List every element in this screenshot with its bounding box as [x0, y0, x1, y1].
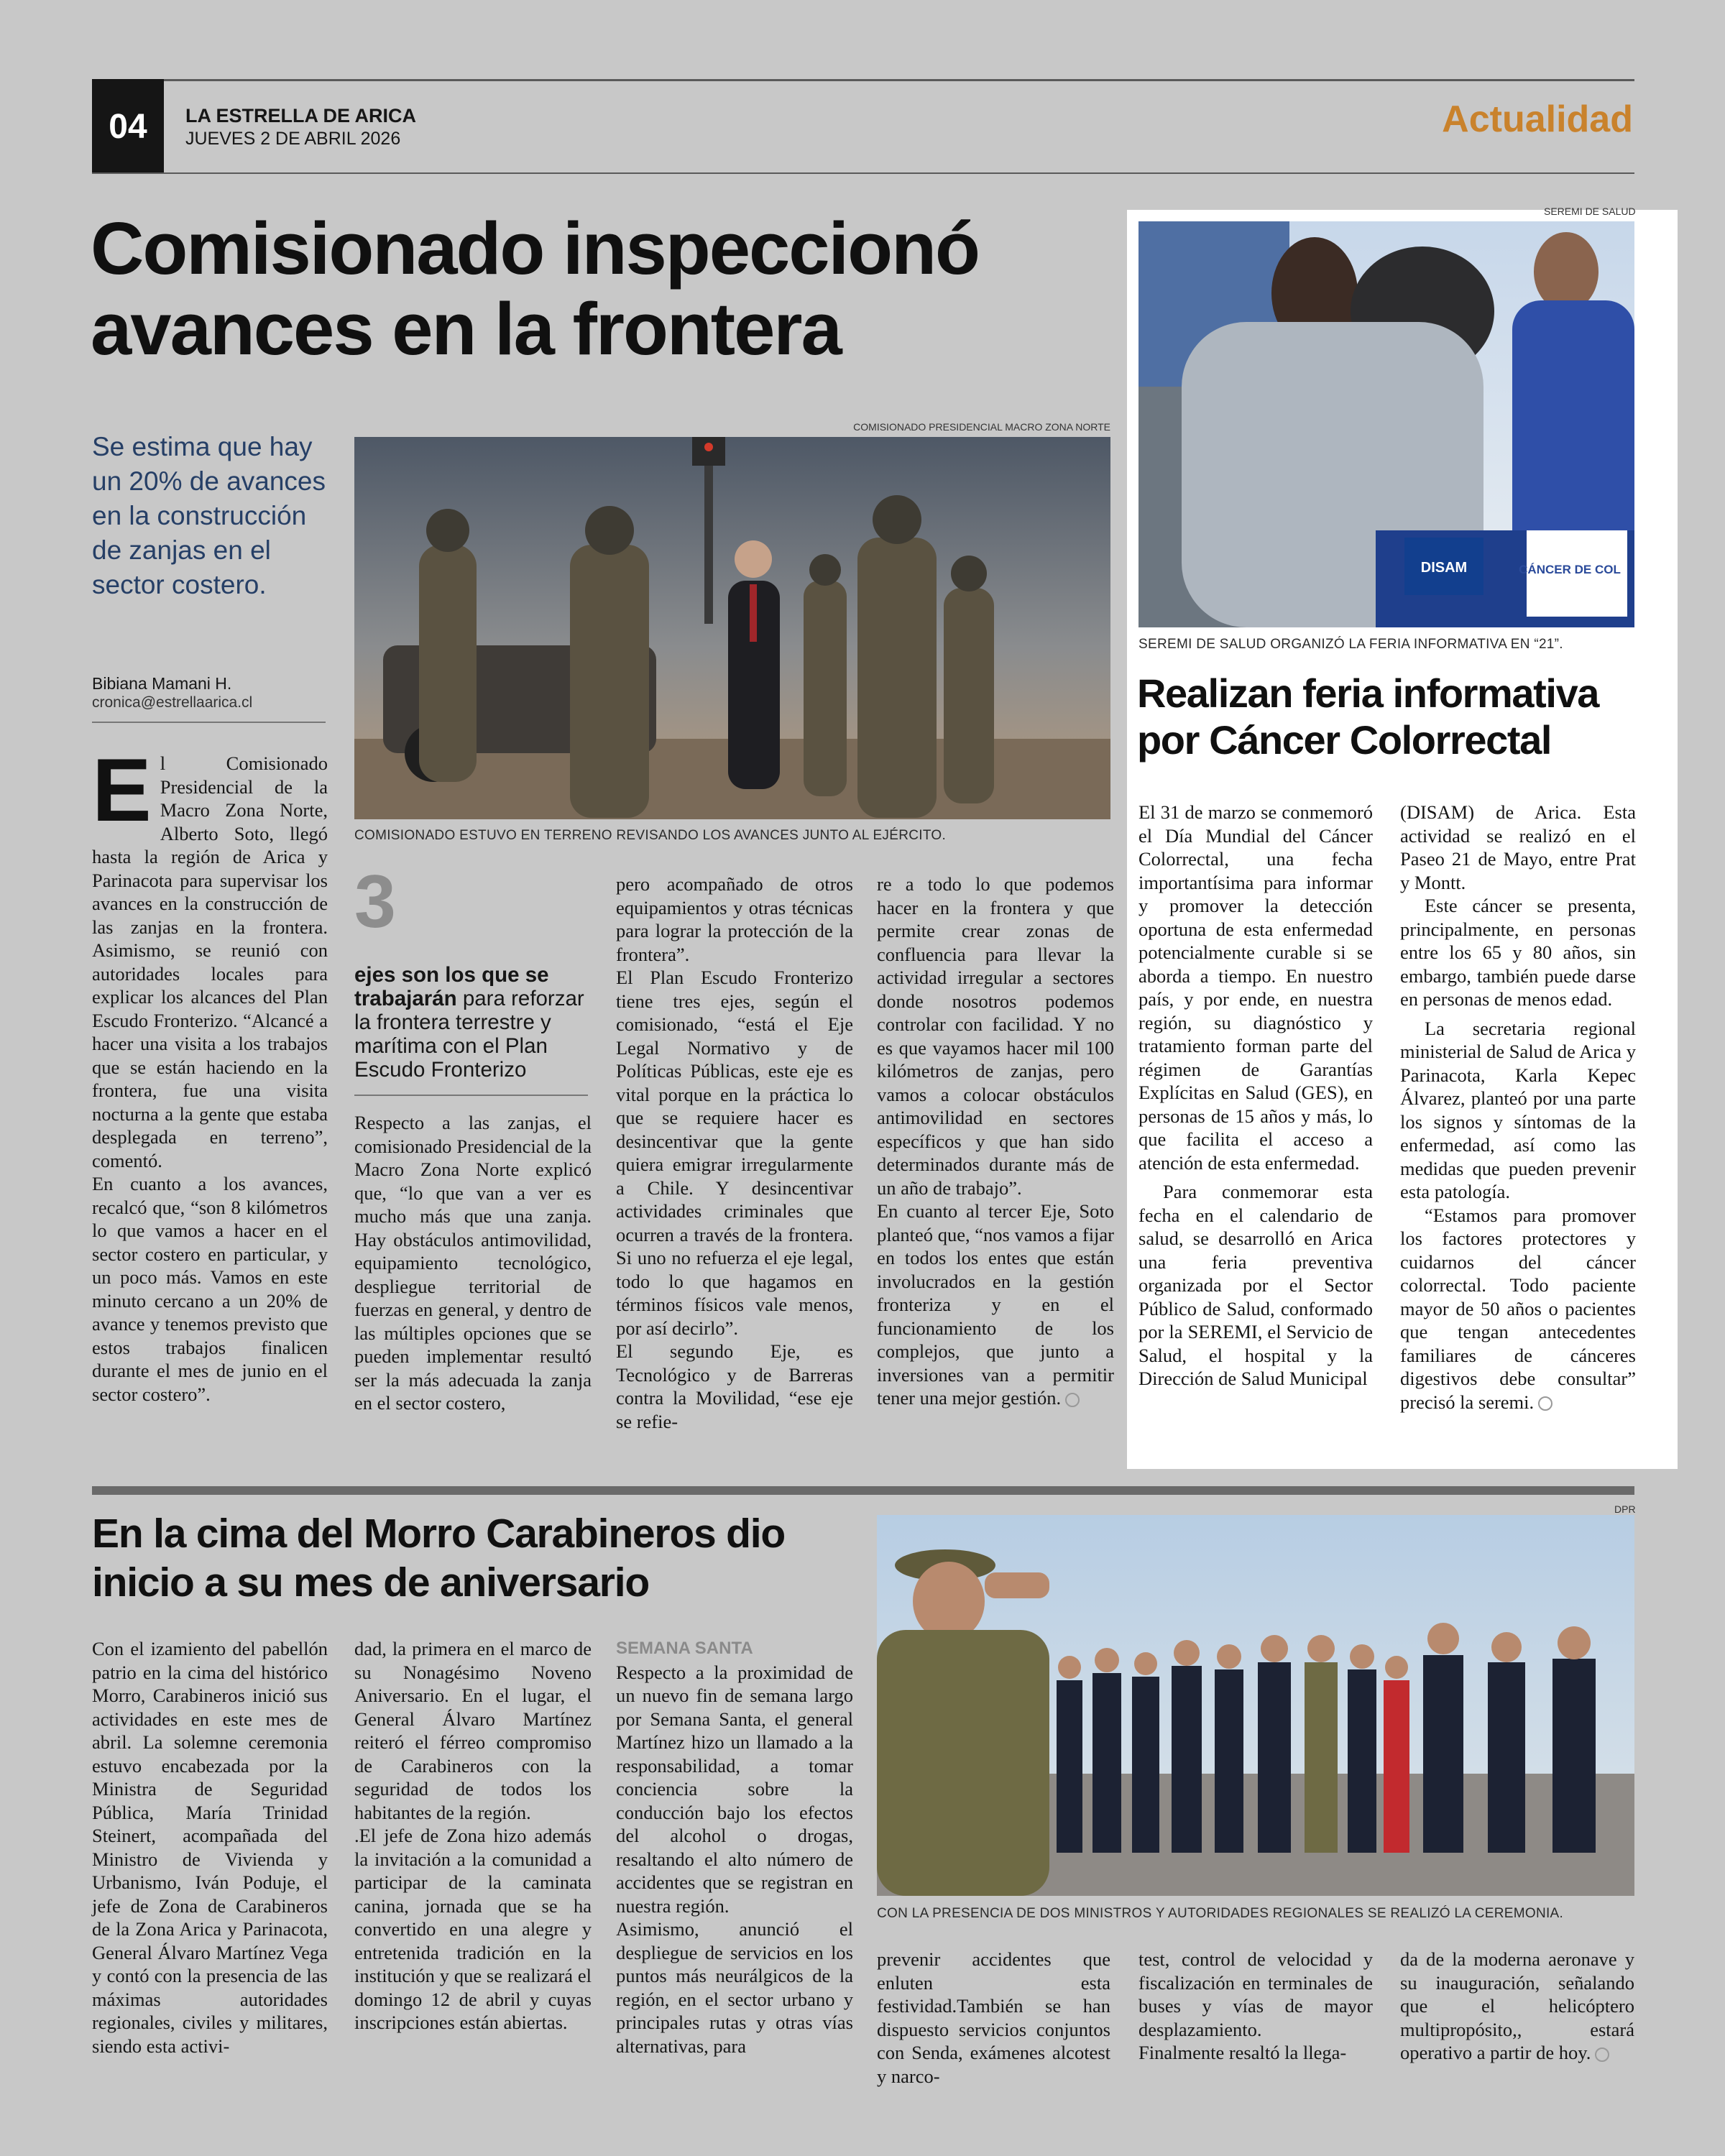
article3-headline-line1: En la cima del Morro Carabineros dio	[92, 1511, 786, 1557]
article2-headline	[1137, 670, 1640, 763]
top-rule	[92, 79, 1634, 81]
article3-col5-p2: Finalmente resaltó la llega-	[1138, 2042, 1347, 2063]
article3-column-2	[354, 1637, 592, 2035]
article3-column-6	[1400, 1948, 1634, 2065]
factbox-bold: ejes son los que se trabajarán	[354, 963, 549, 1010]
article1-deck: Se estima que hay un 20% de avances en la construcción de zanjas en el sector costero.	[92, 432, 326, 599]
article3-headline	[92, 1509, 875, 1607]
article1-column-1	[92, 741, 328, 1406]
article3-photo-caption: CON LA PRESENCIA DE DOS MINISTROS Y AUTORIDADES REGIONALES SE REALIZÓ LA CEREMONIA.	[877, 1906, 1564, 1921]
end-mark-icon	[1065, 1393, 1080, 1407]
end-mark-icon	[1595, 2047, 1609, 2062]
article2-photo-credit: SEREMI DE SALUD	[1544, 206, 1636, 217]
masthead-bottom-rule	[92, 172, 1634, 174]
article2-headline-line2: por Cáncer Colorrectal	[1137, 717, 1552, 763]
issue-date: JUEVES 2 DE ABRIL 2026	[185, 129, 401, 149]
article1-col3-p2: El Plan Escudo Fronterizo tiene tres ejes, según el comisionado, “está el Eje Legal Normativo y de Políticas Públicas, este eje es vital porque en la práctica lo que se requiere hacer es desincentivar que la gente quiera emigrar irregularmente a Chile. Y desincentivar actividades criminales que ocurren a través de la frontera. Si uno no refuerza el eje legal, todo lo que hagamos en términos físicos vale menos, por así decirlo”.	[616, 967, 853, 1339]
article1-photo-caption: COMISIONADO ESTUVO EN TERRENO REVISANDO LOS AVANCES JUNTO AL EJÉRCITO.	[354, 828, 947, 843]
section-label: Actualidad	[1442, 98, 1633, 140]
article3-column-4	[877, 1948, 1110, 2088]
article3-headline-line2: inicio a su mes de aniversario	[92, 1560, 650, 1606]
article3-col2-p1: dad, la primera en el marco de su Nonagésimo Noveno Aniversario. En el lugar, el General Álvaro Martínez reiteró el férreo compromiso de Carabineros con la seguridad de todos los habitantes de la región.	[354, 1638, 592, 1823]
article1-photo	[354, 437, 1110, 819]
article1-column-3	[616, 872, 853, 1433]
article2-headline-line1: Realizan feria informativa	[1137, 671, 1599, 716]
article2-column-2	[1400, 801, 1636, 1414]
article1-col4-p2: En cuanto al tercer Eje, Soto planteó que, “nos vamos a fijar en todos los entes que están involucrados en la gestión fronteriza y en el funcionamiento de los complejos, que junto a inversiones van a permitir tener una mejor gestión.	[877, 1200, 1114, 1409]
page-number: 04	[92, 79, 164, 174]
author-rule	[92, 722, 326, 723]
article1-column-2	[354, 1111, 592, 1415]
article1-col3-p1: pero acompañado de otros equipamientos y otras técnicas para lograr la protección de la frontera”.	[616, 873, 853, 965]
article2-col2-p4: “Estamos para promover los factores protectores y cuidarnos del cáncer colorrectal. Todo paciente mayor de 50 años o pacientes que tengan antecedentes familiares de cánceres digestivos debe consultar” precisó la seremi.	[1400, 1204, 1636, 1413]
article3-col5-p1: test, control de velocidad y fiscalización en terminales de buses y vías de mayor desplazamiento.	[1138, 1948, 1373, 2040]
article3-col3-p2: Asimismo, anunció el despliegue de servicios en los puntos más neurálgicos de la región, en el sector urbano y principales rutas y otras vías alternativas, para	[616, 1918, 853, 2057]
end-mark-icon	[1538, 1396, 1552, 1411]
newspaper-name: LA ESTRELLA DE ARICA	[185, 105, 416, 126]
article3-column-3	[616, 1637, 853, 2058]
article1-photo-credit: COMISIONADO PRESIDENCIAL MACRO ZONA NORTE	[853, 421, 1110, 433]
article1-col1-p1: l Comisionado Presidencial de la Macro Zona Norte, Alberto Soto, llegó hasta la región de Arica y Parinacota para supervisar los avances en la construcción de las zanjas en la frontera. Asimismo, se reunió con autoridades locales para explicar los alcances del Plan Escudo Fronterizo. “Alcancé a hacer una visita a los trabajos que se están haciendo en la frontera, fue una visita nocturna a la gente que estaba desplegada en terreno”, comentó.	[92, 752, 328, 1171]
article1-headline	[91, 208, 1126, 369]
sign-text-disam: DISAM	[1420, 560, 1468, 576]
soldiers-photo-illustration	[354, 437, 1110, 819]
article1-headline-line2: avances en la frontera	[91, 287, 841, 370]
article1-col3-p3: El segundo Eje, es Tecnológico y de Barreras contra la Movilidad, “ese eje se refie-	[616, 1340, 853, 1432]
article3-photo	[877, 1515, 1634, 1896]
article3-column-5	[1138, 1948, 1373, 2065]
bottom-section-rule	[92, 1486, 1634, 1495]
factbox-rest: para reforzar la frontera terrestre y marítima con el Plan Escudo Fronterizo	[354, 987, 584, 1082]
article2-photo	[1138, 221, 1634, 627]
article1-email: cronica@estrellaarica.cl	[92, 694, 253, 711]
article2-col2-p2: Este cáncer se presenta, principalmente, en personas entre los 65 y 80 años, sin embargo, también puede darse en personas de menos edad.	[1400, 895, 1636, 1010]
article3-column-1	[92, 1637, 328, 2058]
sign-text-cancer: CÁNCER DE COL	[1519, 563, 1621, 576]
article2-col2-p1: (DISAM) de Arica. Esta actividad se realizó en el Paseo 21 de Mayo, entre Prat y Montt.	[1400, 801, 1636, 893]
ceremony-photo-illustration	[877, 1515, 1634, 1896]
factbox-rule	[354, 1095, 588, 1096]
health-fair-photo-illustration	[1138, 221, 1634, 627]
article1-headline-line1: Comisionado inspeccionó	[91, 207, 979, 290]
article2-column-1	[1138, 801, 1373, 1391]
article2-col2-p3: La secretaria regional ministerial de Salud de Arica y Parinacota, Karla Kepec Álvarez, planteó por una parte los signos y síntomas de la enfermedad, así como las medidas que pueden prevenir esta patología.	[1400, 1017, 1636, 1202]
article3-col2-p2: .El jefe de Zona hizo además la invitación a la comunidad a participar de la caminata canina, jornada que se ha convertido en una alegre y entretenida tradición en la institución y que se realizará el domingo 12 de abril y cuyas inscripciones están abiertas.	[354, 1825, 592, 2033]
article2-col1-p2: Para conmemorar esta fecha en el calendario de salud, se desarrolló en Arica una feria preventiva organizada por el Sector Público de Salud, conformado por la SEREMI, el Servicio de Salud, el hospital y la Dirección de Salud Municipal	[1138, 1181, 1373, 1389]
article1-col2-p1: Respecto a las zanjas, el comisionado Presidencial de la Macro Zona Norte explicó que, “lo que van a ver es mucho más que una zanja. Hay obstáculos antimovilidad, equipamiento tecnológico, despliegue territorial de fuerzas en general, y dentro de las múltiples opciones que se pueden implementar resultó ser la más adecuada la zanja en el sector costero,	[354, 1112, 592, 1414]
factbox-number: 3	[354, 860, 396, 944]
article1-author: Bibiana Mamani H.	[92, 674, 232, 693]
factbox-text	[354, 963, 592, 1082]
article3-col3-p1: Respecto a la proximidad de un nuevo fin de semana largo por Semana Santa, el general Martínez hizo un llamado a la responsabilidad, a tomar conciencia sobre la conducción bajo los efectos del alcohol o drogas, resaltando el alto número de accidentes que se registran en nuestra región.	[616, 1661, 853, 1917]
article3-photo-credit: DPR	[1614, 1503, 1636, 1515]
article1-dropcap: E	[92, 741, 152, 840]
article2-photo-caption: SEREMI DE SALUD ORGANIZÓ LA FERIA INFORMATIVA EN “21”.	[1138, 637, 1563, 652]
article3-col1-p1: Con el izamiento del pabellón patrio en la cima del histórico Morro, Carabineros inició sus actividades en este mes de abril. La solemne ceremonia estuvo encabezada por la Ministra de Seguridad Pública, María Trinidad Steinert, acompañada del Ministro de Vivienda y Urbanismo, Iván Poduje, el jefe de Zona de Carabineros de la Zona Arica y Parinacota, General Álvaro Martínez Vega y contó con la presencia de las máximas autoridades regionales, civiles y militares, siendo esta activi-	[92, 1638, 328, 2057]
article1-column-4	[877, 872, 1114, 1410]
article3-col4-p1: prevenir accidentes que enluten esta festividad.También se han dispuesto servicios conjuntos con Senda, exámenes alcotest y narco-	[877, 1948, 1110, 2087]
article1-col1-p2: En cuanto a los avances, recalcó que, “son 8 kilómetros lo que vamos a hacer en el sector costero en particular, y un poco más. Vamos en este minuto cercano a un 20% de avance y tenemos previsto que estos trabajos finalicen durante el mes de junio en el sector costero”.	[92, 1173, 328, 1405]
article3-subhead: SEMANA SANTA	[616, 1639, 753, 1658]
article3-col6-p1: da de la moderna aeronave y su inauguración, señalando que el helicóptero multipropósito,, estará operativo a partir de hoy.	[1400, 1948, 1634, 2063]
article1-col4-p1: re a todo lo que podemos hacer en la frontera y que permite crear zonas de confluencia para llevar la actividad irregular a sectores donde nosotros podemos controlar con facilidad. Y no es que vayamos hacer mil 100 kilómetros de zanjas, pero vamos a colocar obstáculos antimovilidad en sectores específicos y que han sido determinados durante más de un año de trabajo”.	[877, 873, 1114, 1199]
article2-col1-p1: El 31 de marzo se conmemoró el Día Mundial del Cáncer Colorrectal, una fecha importantísima para informar y promover la detección oportuna de esta enfermedad potencialmente curable si se aborda a tiempo. En nuestro país, y por ende, en nuestra región, su diagnóstico y tratamiento forman parte del régimen de Garantías Explícitas en Salud (GES), en personas de 15 años y más, lo que facilita el acceso a atención de esta enfermedad.	[1138, 801, 1373, 1174]
